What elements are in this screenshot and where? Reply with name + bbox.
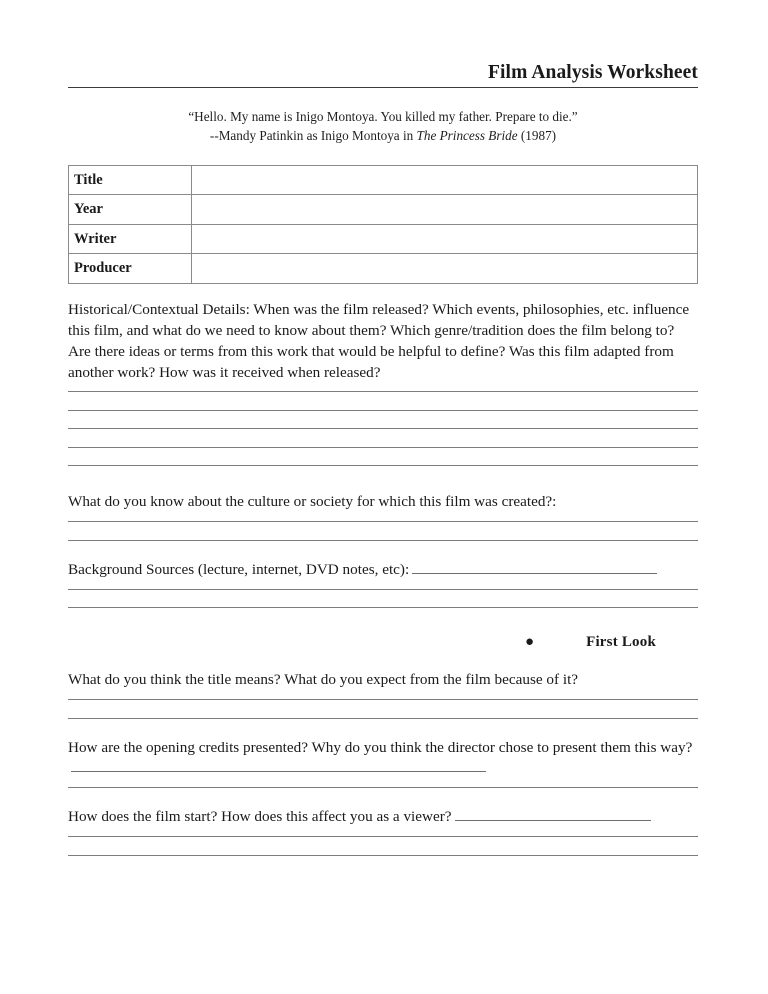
bullet-icon: ● [525, 634, 535, 651]
film-start-prompt-row [68, 807, 698, 828]
spacer [68, 719, 698, 738]
first-look-heading [68, 634, 698, 651]
spacer [68, 466, 698, 492]
table-value-writer[interactable] [192, 224, 698, 254]
culture-society-answer-lines [68, 521, 698, 541]
page-content [68, 62, 698, 856]
opening-credits-prompt: How are the opening credits presented? Why do you think the director chose to present them this way? [68, 738, 693, 756]
answer-line[interactable] [68, 521, 698, 522]
background-sources-answer-lines [68, 589, 698, 609]
title-divider [68, 87, 698, 88]
table-row [69, 195, 698, 225]
title-meaning-answer-lines [68, 699, 698, 719]
epigraph-attribution-prefix: --Mandy Patinkin as Inigo Montoya in [209, 127, 417, 143]
epigraph-quote: “Hello. My name is Inigo Montoya. You killed my father. Prepare to die.” [188, 109, 578, 125]
opening-credits-fill-field[interactable] [71, 759, 486, 772]
answer-line[interactable] [68, 447, 698, 448]
spacer [68, 608, 698, 634]
background-sources-prompt: Background Sources (lecture, internet, DVD notes, etc): [68, 560, 410, 578]
film-info-table [68, 165, 698, 284]
answer-line[interactable] [68, 589, 698, 590]
answer-line[interactable] [68, 836, 698, 837]
epigraph-attribution [68, 127, 698, 145]
opening-credits-prompt-row [68, 738, 698, 780]
table-label-year: Year [69, 195, 192, 225]
culture-society-prompt: What do you know about the culture or society for which this film was created?: [68, 493, 557, 511]
epigraph [68, 108, 698, 144]
answer-line[interactable] [68, 855, 698, 856]
epigraph-film-year: (1987) [517, 127, 557, 143]
answer-line[interactable] [68, 391, 698, 392]
historical-details-answer-lines [68, 391, 698, 466]
background-sources-prompt-row [68, 560, 698, 581]
answer-line[interactable] [68, 699, 698, 700]
answer-line[interactable] [68, 428, 698, 429]
film-start-prompt: How does the film start? How does this affect you as a viewer? [68, 808, 452, 826]
epigraph-film-title: The Princess Bride [416, 127, 518, 143]
spacer [68, 651, 698, 670]
table-label-writer: Writer [69, 224, 192, 254]
answer-line[interactable] [68, 410, 698, 411]
title-meaning-prompt: What do you think the title means? What do you expect from the film because of it? [68, 671, 579, 689]
table-label-title: Title [69, 165, 192, 195]
background-sources-fill-field[interactable] [412, 560, 657, 573]
page-title: Film Analysis Worksheet [488, 62, 698, 83]
table-label-producer: Producer [69, 254, 192, 284]
table-row [69, 254, 698, 284]
film-start-fill-field[interactable] [455, 808, 651, 821]
spacer [68, 541, 698, 560]
table-value-year[interactable] [192, 195, 698, 225]
table-row [69, 165, 698, 195]
table-value-title[interactable] [192, 165, 698, 195]
spacer [68, 788, 698, 807]
table-row [69, 224, 698, 254]
film-start-answer-lines [68, 836, 698, 856]
table-value-producer[interactable] [192, 254, 698, 284]
historical-details-prompt: Historical/Contextual Details: When was the film released? Which events, philosophies, etc. influence this film, and what do we need to know about them? Which genre/tradition does the film belong to? Are there ideas or terms from this work that would be helpful to define? Was this film adapted from another work? How was it received when released? [68, 300, 690, 381]
first-look-label: First Look [586, 634, 656, 651]
